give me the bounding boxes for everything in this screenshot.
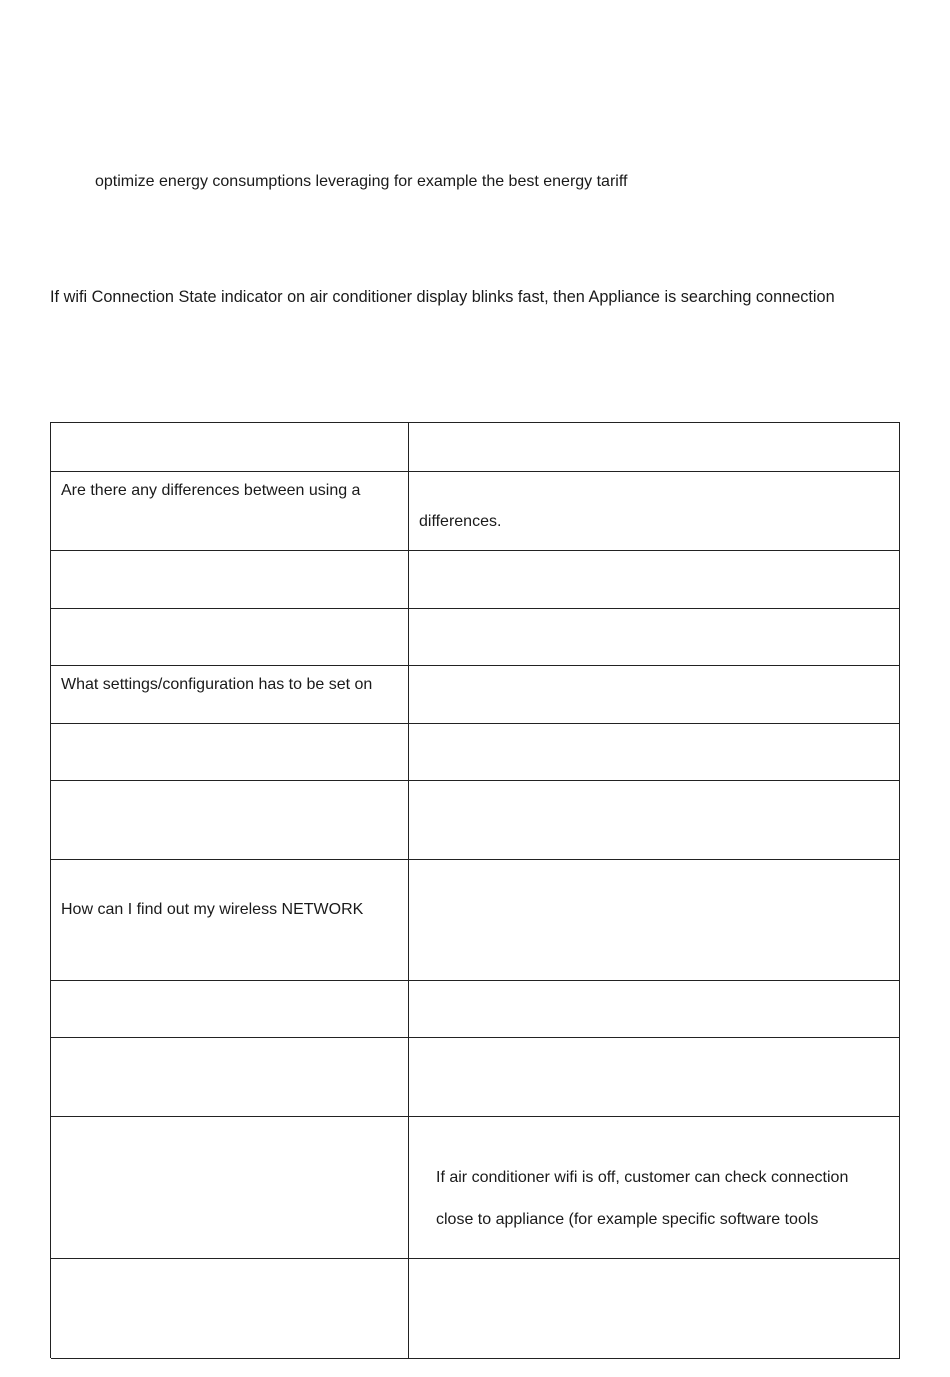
question-cell bbox=[51, 472, 409, 550]
answer-text: If air conditioner wifi is off, customer can check connection bbox=[436, 1169, 849, 1186]
table-row bbox=[51, 1038, 900, 1117]
question-cell bbox=[51, 724, 409, 780]
table-row bbox=[51, 423, 900, 472]
intro-line-wifi-indicator: If wifi Connection State indicator on air conditioner display blinks fast, then Appliance is searching connection bbox=[50, 288, 835, 306]
question-cell bbox=[51, 551, 409, 608]
table-row bbox=[51, 609, 900, 666]
question-cell bbox=[51, 1117, 409, 1258]
answer-cell bbox=[409, 860, 900, 980]
question-text: How can I find out my wireless NETWORK bbox=[61, 901, 364, 918]
answer-cell bbox=[409, 423, 900, 471]
answer-cell bbox=[409, 1259, 900, 1358]
question-text: Are there any differences between using a bbox=[61, 482, 361, 499]
answer-cell bbox=[409, 666, 900, 723]
answer-cell bbox=[409, 1038, 900, 1116]
answer-cell bbox=[409, 1117, 900, 1258]
table-row bbox=[51, 860, 900, 981]
question-cell bbox=[51, 666, 409, 723]
answer-cell bbox=[409, 609, 900, 665]
faq-table bbox=[50, 422, 900, 1358]
table-row bbox=[51, 551, 900, 609]
table-row bbox=[51, 724, 900, 781]
table-row bbox=[51, 1117, 900, 1259]
table-row bbox=[51, 781, 900, 860]
question-text: What settings/configuration has to be set on bbox=[61, 676, 373, 693]
question-cell bbox=[51, 1038, 409, 1116]
question-cell bbox=[51, 1259, 409, 1358]
answer-cell bbox=[409, 981, 900, 1037]
answer-cell bbox=[409, 551, 900, 608]
table-row bbox=[51, 666, 900, 724]
answer-cell bbox=[409, 472, 900, 550]
answer-text: differences. bbox=[419, 513, 502, 530]
question-cell bbox=[51, 981, 409, 1037]
answer-text: close to appliance (for example specific software tools bbox=[436, 1211, 819, 1228]
answer-cell bbox=[409, 781, 900, 859]
question-cell bbox=[51, 423, 409, 471]
question-cell bbox=[51, 860, 409, 980]
table-row bbox=[51, 1259, 900, 1359]
question-cell bbox=[51, 609, 409, 665]
answer-cell bbox=[409, 724, 900, 780]
question-cell bbox=[51, 781, 409, 859]
table-row bbox=[51, 472, 900, 551]
intro-line-energy: optimize energy consumptions leveraging for example the best energy tariff bbox=[95, 173, 628, 190]
table-row bbox=[51, 981, 900, 1038]
